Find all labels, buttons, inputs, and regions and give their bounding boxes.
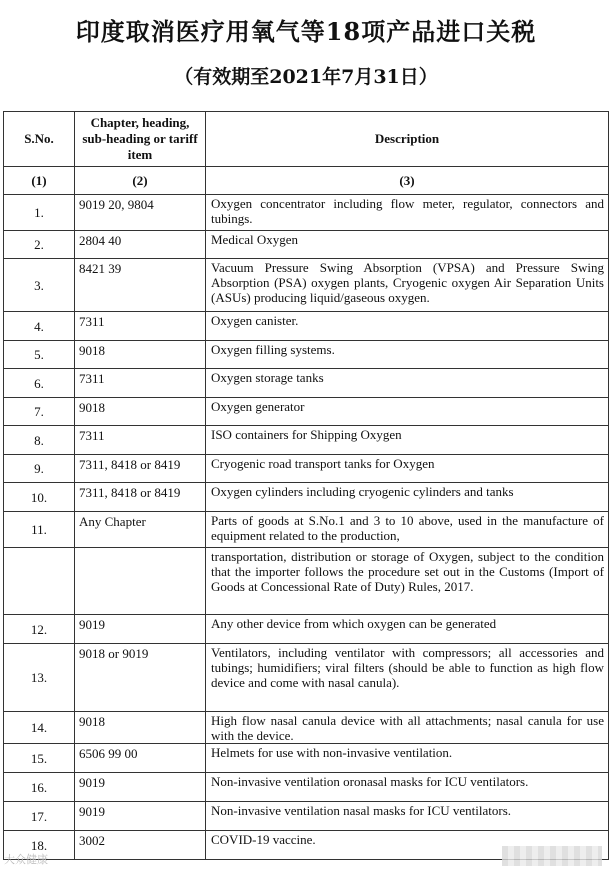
page-title: 印度取消医疗用氧气等18项产品进口关税 xyxy=(75,17,537,46)
row-code: 9018 or 9019 xyxy=(75,644,206,712)
row-code: 3002 xyxy=(75,831,206,860)
row-sno xyxy=(4,548,75,615)
table-row xyxy=(4,426,609,455)
column-number-row xyxy=(4,167,609,195)
header-sno: S.No. xyxy=(4,112,75,167)
row-sno: 17. xyxy=(4,802,75,831)
table-row xyxy=(4,483,609,512)
row-sno: 11. xyxy=(4,512,75,548)
row-code: 7311, 8418 or 8419 xyxy=(75,455,206,483)
table-row xyxy=(4,615,609,644)
row-description: Medical Oxygen xyxy=(206,231,609,259)
row-sno: 12. xyxy=(4,615,75,644)
row-code: 7311 xyxy=(75,426,206,455)
table-row xyxy=(4,644,609,712)
row-sno: 1. xyxy=(4,195,75,231)
row-description: Oxygen storage tanks xyxy=(206,369,609,398)
row-description: transportation, distribution or storage of Oxygen, subject to the condition that the importer follows the procedure set out in the Customs (Import of Goods at Concessional Rate of Duty) Rules, 2017. xyxy=(206,548,609,615)
row-sno: 5. xyxy=(4,341,75,369)
row-sno: 2. xyxy=(4,231,75,259)
row-sno: 13. xyxy=(4,644,75,712)
table-row xyxy=(4,712,609,744)
row-description: Ventilators, including ventilator with compressors; all accessories and tubings; humidifiers; viral filters (should be able to function as high flow device and come with nasal canula). xyxy=(206,644,609,712)
row-code: 9019 xyxy=(75,802,206,831)
table-row xyxy=(4,773,609,802)
row-code xyxy=(75,548,206,615)
row-code: 7311 xyxy=(75,369,206,398)
page-subtitle: （有效期至2021年7月31日） xyxy=(174,66,438,88)
row-description: Non-invasive ventilation oronasal masks for ICU ventilators. xyxy=(206,773,609,802)
table-row xyxy=(4,548,609,615)
row-description: Oxygen canister. xyxy=(206,312,609,341)
row-description: Vacuum Pressure Swing Absorption (VPSA) and Pressure Swing Absorption (PSA) oxygen plants, Cryogenic oxygen Air Separation Units (ASUs) producing liquid/gaseous oxygen. xyxy=(206,259,609,312)
row-code: 8421 39 xyxy=(75,259,206,312)
row-sno: 18. xyxy=(4,831,75,860)
row-sno: 4. xyxy=(4,312,75,341)
row-description: Oxygen generator xyxy=(206,398,609,426)
row-description: COVID-19 vaccine. xyxy=(206,831,609,860)
table-body xyxy=(4,195,609,860)
row-sno: 7. xyxy=(4,398,75,426)
table-row xyxy=(4,455,609,483)
table-row xyxy=(4,369,609,398)
table-row xyxy=(4,195,609,231)
row-sno: 15. xyxy=(4,744,75,773)
table-row xyxy=(4,512,609,548)
table-row xyxy=(4,744,609,773)
table-row xyxy=(4,231,609,259)
column-number-2: (2) xyxy=(75,167,206,195)
column-number-1: (1) xyxy=(4,167,75,195)
row-description: ISO containers for Shipping Oxygen xyxy=(206,426,609,455)
row-description: Non-invasive ventilation nasal masks for ICU ventilators. xyxy=(206,802,609,831)
header-chapter: Chapter, heading, sub-heading or tariff item xyxy=(75,112,206,167)
row-code: 9019 xyxy=(75,615,206,644)
table-row xyxy=(4,802,609,831)
row-sno: 3. xyxy=(4,259,75,312)
row-description: Any other device from which oxygen can be generated xyxy=(206,615,609,644)
row-sno: 8. xyxy=(4,426,75,455)
blurred-region xyxy=(502,846,602,866)
row-sno: 14. xyxy=(4,712,75,744)
row-sno: 10. xyxy=(4,483,75,512)
header-description: Description xyxy=(206,112,609,167)
row-sno: 16. xyxy=(4,773,75,802)
row-description: Cryogenic road transport tanks for Oxygen xyxy=(206,455,609,483)
table-row xyxy=(4,259,609,312)
row-description: Oxygen filling systems. xyxy=(206,341,609,369)
table-row xyxy=(4,341,609,369)
row-code: Any Chapter xyxy=(75,512,206,548)
row-code: 7311 xyxy=(75,312,206,341)
row-sno: 9. xyxy=(4,455,75,483)
row-code: 9018 xyxy=(75,398,206,426)
row-description: Oxygen cylinders including cryogenic cylinders and tanks xyxy=(206,483,609,512)
row-sno: 6. xyxy=(4,369,75,398)
watermark: 大众健康 xyxy=(4,853,48,866)
table-row xyxy=(4,398,609,426)
row-code: 9019 xyxy=(75,773,206,802)
header-row xyxy=(4,112,609,167)
row-code: 7311, 8418 or 8419 xyxy=(75,483,206,512)
row-code: 9019 20, 9804 xyxy=(75,195,206,231)
row-code: 9018 xyxy=(75,341,206,369)
row-code: 2804 40 xyxy=(75,231,206,259)
column-number-3: (3) xyxy=(206,167,609,195)
row-code: 9018 xyxy=(75,712,206,744)
row-description: Helmets for use with non-invasive ventilation. xyxy=(206,744,609,773)
row-description: Oxygen concentrator including flow meter, regulator, connectors and tubings. xyxy=(206,195,609,231)
row-description: High flow nasal canula device with all attachments; nasal canula for use with the device. xyxy=(206,712,609,744)
row-description: Parts of goods at S.No.1 and 3 to 10 above, used in the manufacture of equipment related to the production, xyxy=(206,512,609,548)
tariff-table xyxy=(3,111,609,860)
row-code: 6506 99 00 xyxy=(75,744,206,773)
table-row xyxy=(4,312,609,341)
